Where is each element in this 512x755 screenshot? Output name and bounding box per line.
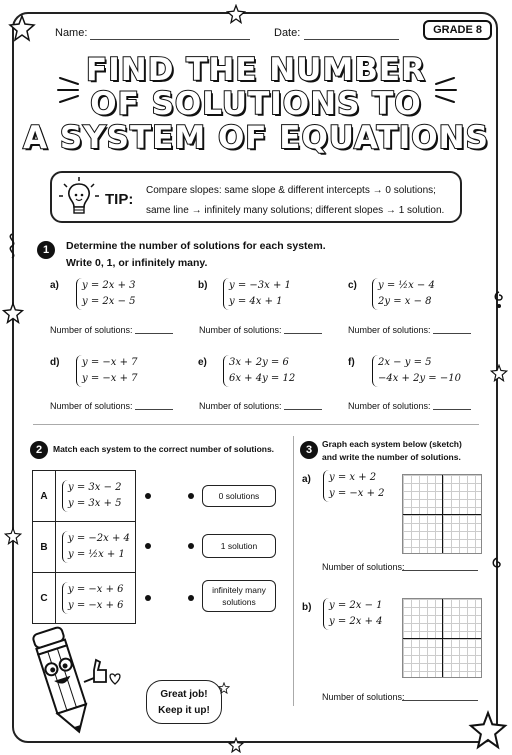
answer-field-d[interactable] <box>135 399 173 410</box>
star-icon <box>468 710 508 750</box>
section-1-number: 1 <box>37 241 55 259</box>
section-3-instructions <box>322 438 462 464</box>
system-d-eq1: y = −x + 7 <box>82 357 138 368</box>
answer-label-d: Number of solutions: <box>50 401 133 411</box>
match-dot-left-b[interactable] <box>145 543 151 549</box>
answer-label-e: Number of solutions: <box>199 401 282 411</box>
bubble-line-1: Great job! <box>160 689 208 700</box>
problem-label-b: b) <box>198 280 208 291</box>
swirl-icon <box>490 556 504 570</box>
problem-label-a: a) <box>50 280 59 291</box>
match-dot-right-1[interactable] <box>188 493 194 499</box>
match-dot-right-3[interactable] <box>188 595 194 601</box>
system-b <box>223 278 291 310</box>
star-icon <box>8 14 36 42</box>
system-f <box>372 355 461 387</box>
name-field[interactable] <box>90 27 250 40</box>
system-e-eq2: 6x + 4y = 12 <box>229 373 296 384</box>
star-icon <box>490 364 508 382</box>
section-2-number: 2 <box>30 441 48 459</box>
system-f-eq1: 2x − y = 5 <box>378 357 432 368</box>
swirl-icon <box>492 290 506 310</box>
tip-text-line-1: Compare slopes: same slope & different intercepts → 0 solutions; <box>146 185 436 196</box>
title-line-3: A SYSTEM OF EQUATIONS <box>23 120 489 156</box>
match-row-a <box>33 471 136 522</box>
star-icon <box>218 682 230 694</box>
match-row-label-a: A <box>33 471 56 522</box>
system-a <box>76 278 136 310</box>
match-system-c <box>62 582 134 614</box>
star-icon <box>228 737 244 753</box>
match-row-c <box>33 573 136 624</box>
section-1-instruction-line-1: Determine the number of solutions for each system. <box>66 240 326 252</box>
match-row-system-c <box>56 573 136 624</box>
system-d <box>76 355 138 387</box>
sparkle-lines-icon <box>428 72 458 106</box>
match-option-1-solution[interactable]: 1 solution <box>202 534 276 558</box>
system-f-eq2: −4x + 2y = −10 <box>378 373 461 384</box>
problem-label-c: c) <box>348 280 357 291</box>
pencil-mascot-icon <box>24 622 116 740</box>
section-3-number: 3 <box>300 441 318 459</box>
date-field[interactable] <box>304 27 399 40</box>
graph-system-a-eq1: y = x + 2 <box>329 472 377 483</box>
match-dot-right-2[interactable] <box>188 543 194 549</box>
date-label: Date: <box>274 27 301 39</box>
answer-field-f[interactable] <box>433 399 471 410</box>
system-b-eq1: y = −3x + 1 <box>229 280 291 291</box>
title-line-1: FIND THE NUMBER <box>86 52 426 88</box>
match-row-system-b <box>56 522 136 573</box>
title-line-2: OF SOLUTIONS TO <box>90 86 422 122</box>
answer-field-e[interactable] <box>284 399 322 410</box>
match-dot-left-c[interactable] <box>145 595 151 601</box>
sparkle-lines-icon <box>56 72 86 106</box>
system-d-eq2: y = −x + 7 <box>82 373 138 384</box>
encouragement-bubble <box>146 680 222 724</box>
section-3-instruction-line-2: and write the number of solutions. <box>322 452 461 462</box>
system-a-eq2: y = 2x − 5 <box>82 296 136 307</box>
star-icon <box>4 527 22 545</box>
match-system-b-eq1: y = −2x + 4 <box>68 533 130 544</box>
heart-icon <box>108 672 122 685</box>
match-option-0-solutions[interactable]: 0 solutions <box>202 485 276 507</box>
tip-label: TIP: <box>105 191 134 208</box>
graph-problem-label-a: a) <box>302 474 311 485</box>
match-system-c-eq2: y = −x + 6 <box>68 600 124 611</box>
match-system-b <box>62 531 134 563</box>
system-e-eq1: 3x + 2y = 6 <box>229 357 289 368</box>
bubble-line-2: Keep it up! <box>158 705 210 716</box>
answer-label-b: Number of solutions: <box>199 325 282 335</box>
match-row-label-c: C <box>33 573 56 624</box>
star-icon <box>226 4 246 24</box>
section-2-instruction: Match each system to the correct number of solutions. <box>53 444 275 454</box>
system-c-eq1: y = ½x − 4 <box>378 280 435 291</box>
graph-answer-label-a: Number of solutions: <box>322 562 405 572</box>
lightbulb-icon <box>58 176 100 218</box>
match-row-b <box>33 522 136 573</box>
match-system-a-eq2: y = 3x + 5 <box>68 498 122 509</box>
system-e <box>223 355 295 387</box>
match-system-a <box>62 480 134 512</box>
graph-problem-label-b: b) <box>302 602 312 613</box>
answer-label-a: Number of solutions: <box>50 325 133 335</box>
section-divider <box>33 424 479 425</box>
answer-label-c: Number of solutions: <box>348 325 431 335</box>
graph-system-b <box>323 598 383 630</box>
tip-text <box>146 181 461 221</box>
graph-answer-label-b: Number of solutions: <box>322 692 405 702</box>
match-table <box>32 470 136 624</box>
swirl-icon <box>4 232 20 260</box>
tip-text-line-2: same line → infinitely many solutions; different slopes → 1 solution. <box>146 205 445 216</box>
system-b-eq2: y = 4x + 1 <box>229 296 283 307</box>
graph-system-a-eq2: y = −x + 2 <box>329 488 385 499</box>
section-3-instruction-line-1: Graph each system below (sketch) <box>322 439 462 449</box>
match-option-infinitely-many[interactable]: infinitely many solutions <box>202 580 276 612</box>
coordinate-grid-b[interactable] <box>402 598 482 678</box>
section-1-instruction-line-2: Write 0, 1, or infinitely many. <box>66 257 208 269</box>
y-axis <box>442 475 443 553</box>
coordinate-grid-a[interactable] <box>402 474 482 554</box>
answer-field-c[interactable] <box>433 323 471 334</box>
y-axis <box>442 599 443 677</box>
match-system-b-eq2: y = ½x + 1 <box>68 549 125 560</box>
section-1-instructions <box>66 238 326 272</box>
graph-system-b-eq2: y = 2x + 4 <box>329 616 383 627</box>
system-c-eq2: 2y = x − 8 <box>378 296 432 307</box>
column-divider <box>293 436 294 706</box>
match-row-system-a <box>56 471 136 522</box>
grade-badge: GRADE 8 <box>423 20 492 40</box>
problem-label-d: d) <box>50 357 60 368</box>
problem-label-f: f) <box>348 357 355 368</box>
star-icon <box>2 302 24 324</box>
match-row-label-b: B <box>33 522 56 573</box>
graph-system-a <box>323 470 385 502</box>
name-label: Name: <box>55 27 88 39</box>
system-a-eq1: y = 2x + 3 <box>82 280 136 291</box>
match-system-c-eq1: y = −x + 6 <box>68 584 124 595</box>
answer-label-f: Number of solutions: <box>348 401 431 411</box>
system-c <box>372 278 435 310</box>
graph-answer-field-b[interactable] <box>402 690 478 701</box>
graph-system-b-eq1: y = 2x − 1 <box>329 600 383 611</box>
answer-field-a[interactable] <box>135 323 173 334</box>
match-dot-left-a[interactable] <box>145 493 151 499</box>
answer-field-b[interactable] <box>284 323 322 334</box>
graph-answer-field-a[interactable] <box>402 560 478 571</box>
match-system-a-eq1: y = 3x − 2 <box>68 482 122 493</box>
problem-label-e: e) <box>198 357 207 368</box>
